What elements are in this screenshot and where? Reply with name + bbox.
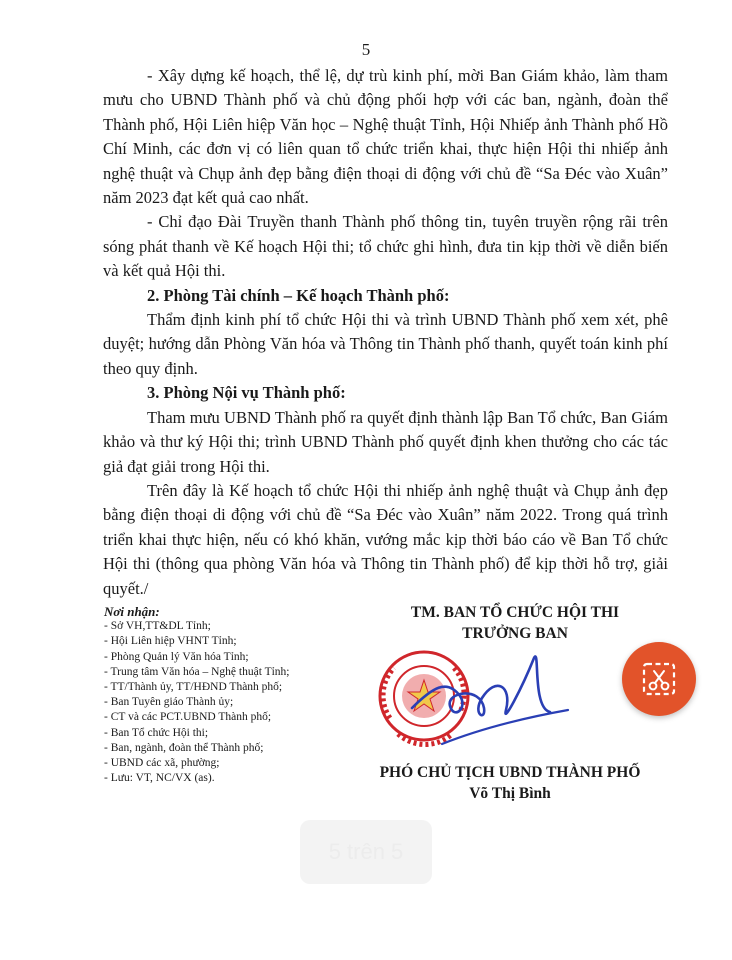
recipient-item: - Sở VH,TT&DL Tỉnh; xyxy=(104,620,211,633)
recipient-item: - Lưu: VT, NC/VX (as). xyxy=(104,772,215,785)
recipient-item: - Hội Liên hiệp VHNT Tỉnh; xyxy=(104,635,237,648)
signature-org-line: TM. BAN TỔ CHỨC HỘI THI xyxy=(410,604,620,621)
page-number: 5 xyxy=(361,40,371,59)
section-heading: 2. Phòng Tài chính – Kế hoạch Thành phố: xyxy=(147,285,450,305)
paragraph: Thẩm định kinh phí tổ chức Hội thi và trình UBND Thành phố xem xét, phê duyệt; hướng dẫn Phòng Văn hóa và Thông tin Thành phố thanh, quyết toán kinh phí theo quy định. xyxy=(103,310,668,378)
recipient-item: - Ban, ngành, đoàn thể Thành phố; xyxy=(104,741,264,754)
signer-title-line: PHÓ CHỦ TỊCH UBND THÀNH PHỐ xyxy=(379,764,641,781)
recipient-item: - Phòng Quản lý Văn hóa Tỉnh; xyxy=(104,650,249,663)
page-indicator: 5 trên 5 xyxy=(300,820,432,884)
paragraph: - Xây dựng kế hoạch, thể lệ, dự trù kinh phí, mời Ban Giám khảo, làm tham mưu cho UBND Thành phố và chủ động phối hợp với các ban, ngành, đoàn thể Thành phố, Hội Liên hiệp Văn học – Nghệ thuật Tỉnh, Hội Nhiếp ảnh Thành phố Hồ Chí Minh, các đơn vị có liên quan tổ chức triển khai, thực hiện Hội thi nhiếp ảnh nghệ thuật và Chụp ảnh đẹp bằng điện thoại di động với chủ đề “Sa Đéc vào Xuân” năm 2023 đạt kết quả cao nhất. xyxy=(103,66,668,208)
paragraph: Trên đây là Kế hoạch tổ chức Hội thi nhiếp ảnh nghệ thuật và Chụp ảnh đẹp bằng điện thoại di động với chủ đề “Sa Đéc vào Xuân” năm 2022. Trong quá trình triển khai thực hiện, nếu có khó khăn, vướng mắc kịp thời báo cáo về Ban Tổ chức Hội thi (thông qua phòng Văn hóa và Thông tin Thành phố) để kịp thời hỗ trợ, giải quyết./ xyxy=(103,480,668,598)
recipient-item: - CT và các PCT.UBND Thành phố; xyxy=(104,711,272,724)
crop-scissors-icon xyxy=(639,659,679,699)
signature-role-line: TRƯỞNG BAN xyxy=(462,625,568,642)
recipient-item: - Ban Tổ chức Hội thi; xyxy=(104,726,209,739)
recipient-item: - TT/Thành ủy, TT/HĐND Thành phố; xyxy=(104,681,283,694)
recipient-item: - Trung tâm Văn hóa – Nghệ thuật Tỉnh; xyxy=(104,665,290,678)
section-heading: 3. Phòng Nội vụ Thành phố: xyxy=(147,383,346,403)
document-body xyxy=(103,64,668,601)
crop-button[interactable] xyxy=(622,642,696,716)
signer-name: Võ Thị Bình xyxy=(469,785,551,802)
paragraph: - Chỉ đạo Đài Truyền thanh Thành phố thông tin, tuyên truyền rộng rãi trên sóng phát thanh về Kế hoạch Hội thi; tổ chức ghi hình, đưa tin kịp thời về diễn biến và kết quả Hội thi. xyxy=(103,212,668,281)
signer-block xyxy=(340,762,680,804)
recipient-item: - Ban Tuyên giáo Thành ủy; xyxy=(104,696,234,709)
recipients-label: Nơi nhận: xyxy=(104,604,160,619)
official-seal-image xyxy=(372,648,572,758)
paragraph: Tham mưu UBND Thành phố ra quyết định thành lập Ban Tổ chức, Ban Giám khảo và thư ký Hội thi; trình UBND Thành phố quyết định khen thưởng cho các tác giả đạt giải trong Hội thi. xyxy=(103,407,668,476)
seal-and-signature xyxy=(372,648,572,758)
recipient-item: - UBND các xã, phường; xyxy=(104,757,220,770)
signature-header xyxy=(355,602,675,644)
